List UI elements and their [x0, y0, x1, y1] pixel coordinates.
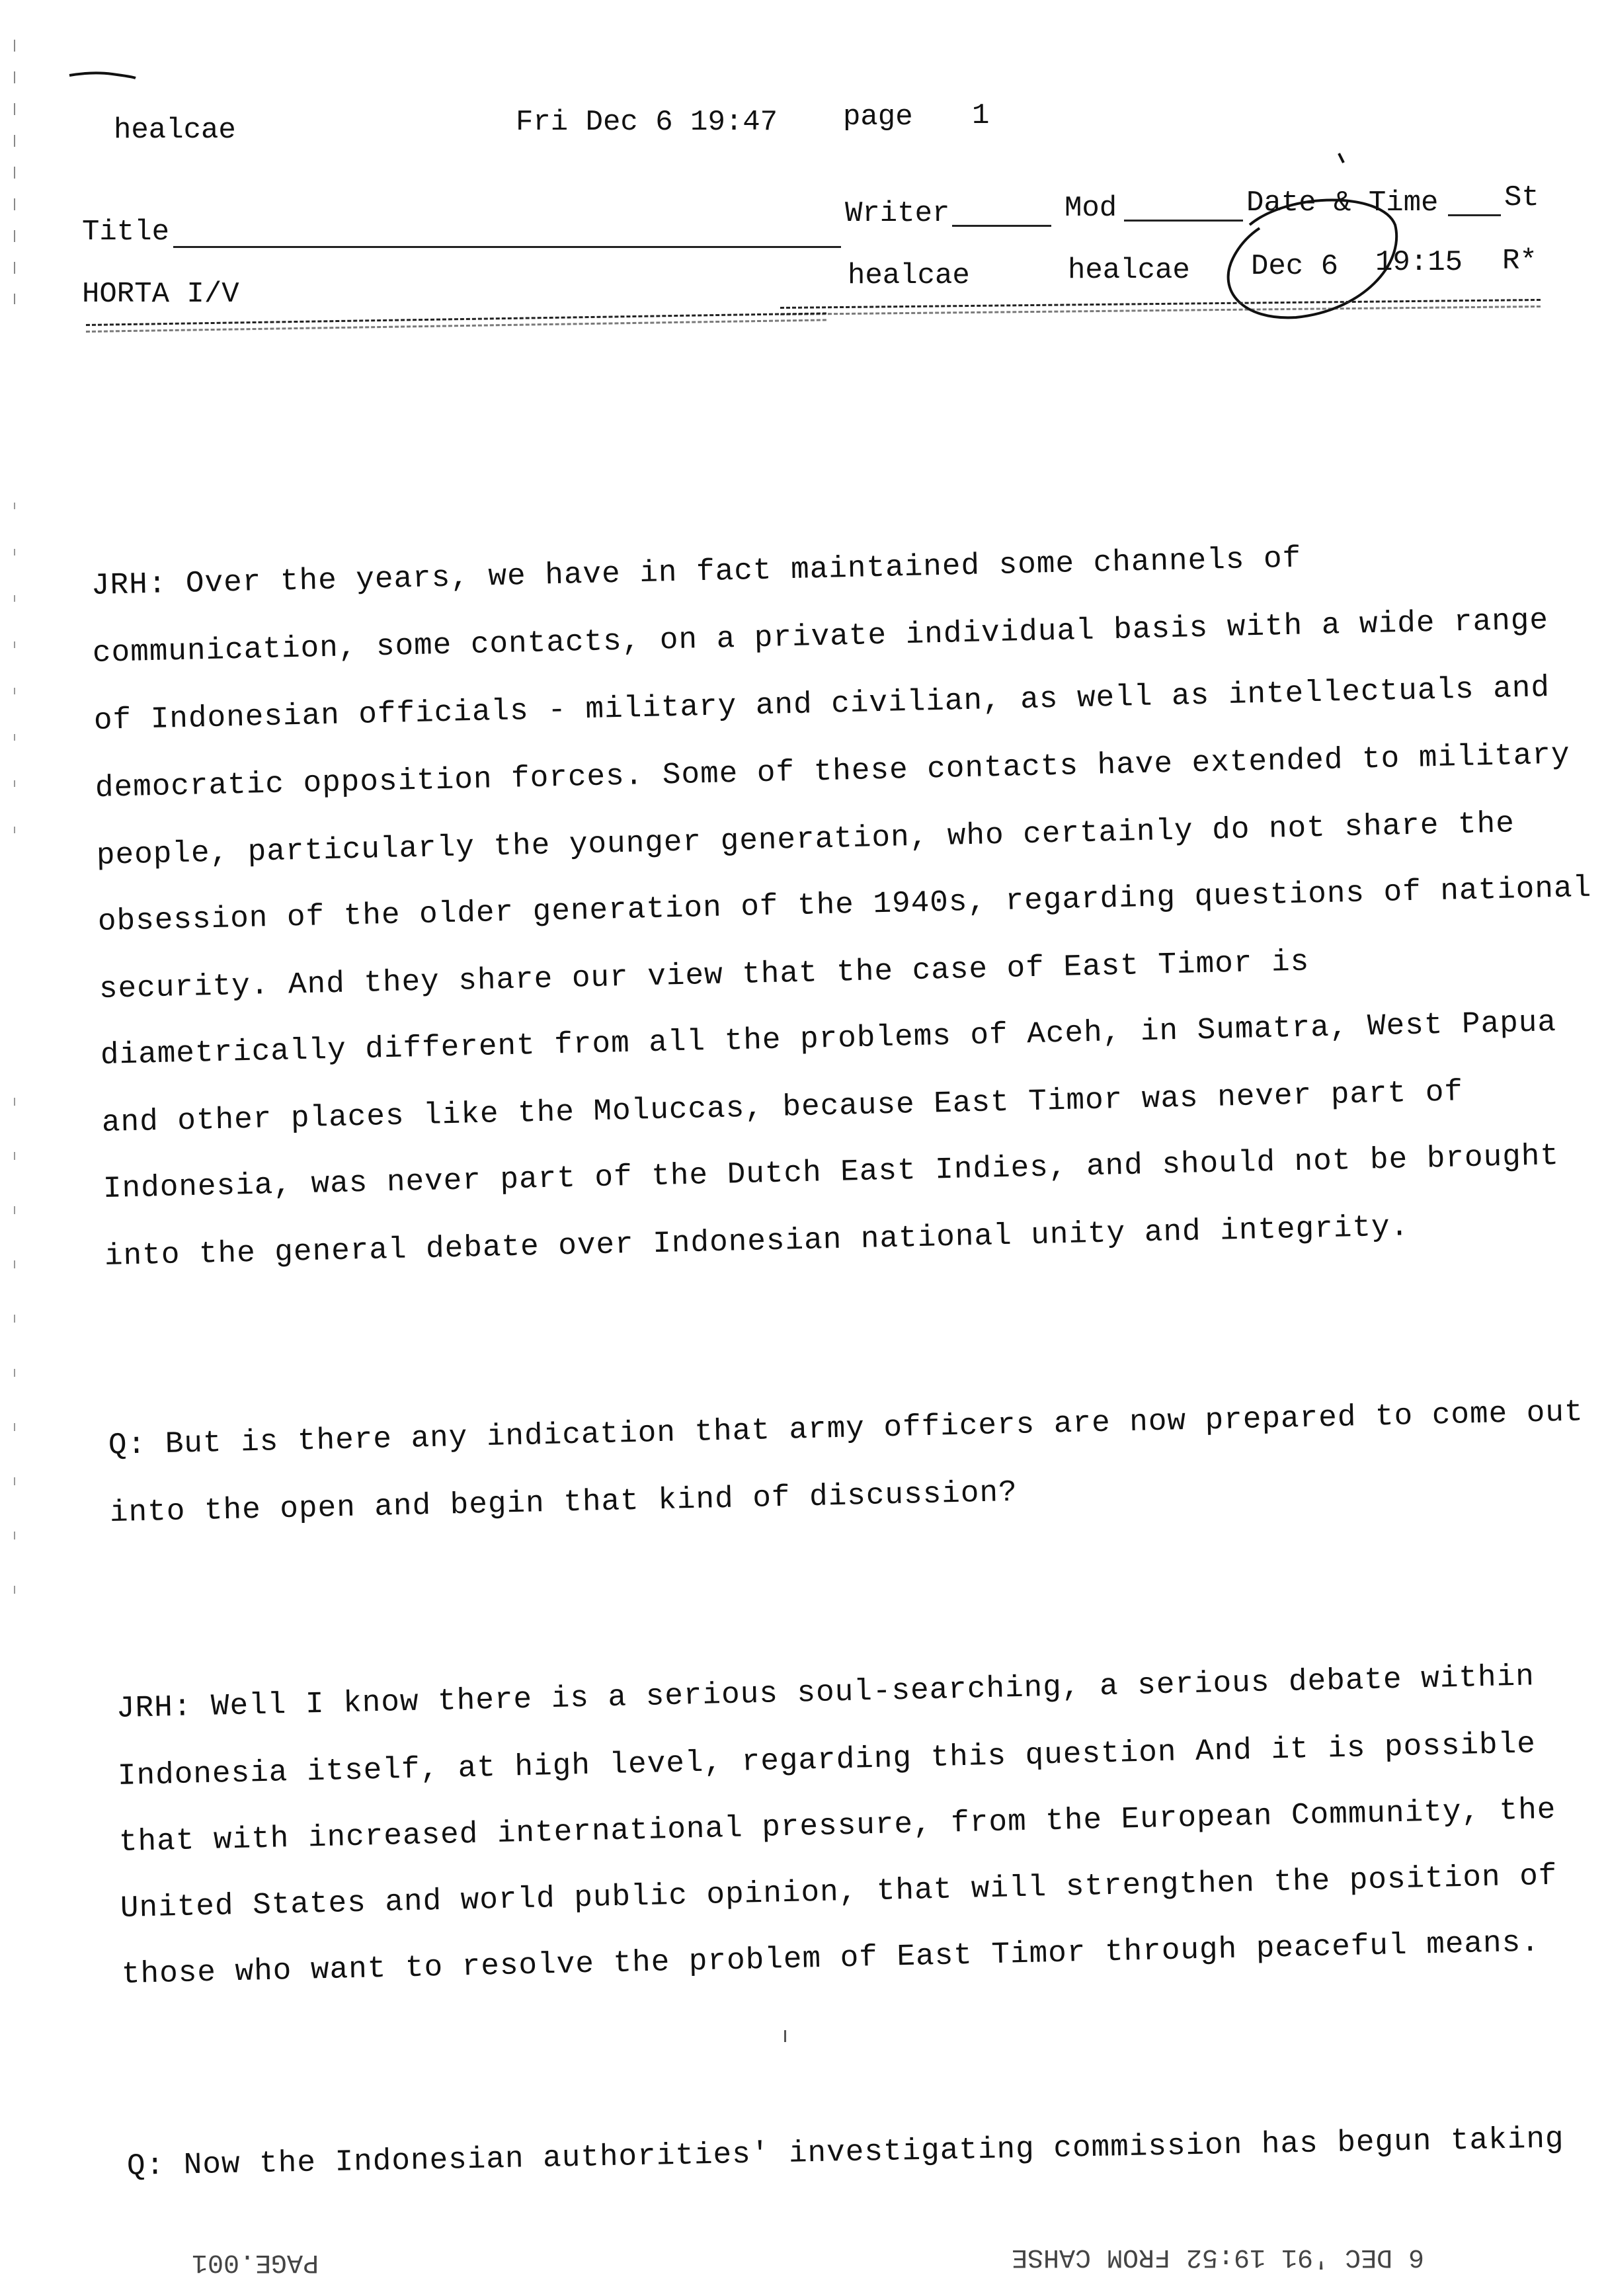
text-line: JRH: Over the years, we have in fact maintained some channels of [91, 541, 1302, 603]
text-line: those who want to resolve the problem of East Timor through peaceful means. [121, 1925, 1541, 1992]
mod-label: Mod [1065, 192, 1117, 225]
text-line: into the general debate over Indonesian national unity and integrity. [104, 1210, 1410, 1274]
text-line: communication, some contacts, on a private individual basis with a wide range [92, 603, 1549, 671]
title-value: HORTA I/V [82, 278, 239, 311]
status-value: R* [1502, 245, 1537, 278]
time-value: 19:15 [1375, 246, 1463, 279]
text-line: into the open and begin that kind of discussion? [109, 1475, 1018, 1530]
fax-page-stamp: PAGE.001 [192, 2247, 319, 2277]
mod-value: healcae [1068, 254, 1190, 287]
text-line: and other places like the Moluccas, because East Timor was never part of [101, 1075, 1464, 1140]
text-line: security. And they share our view that the case of East Timor is [99, 944, 1310, 1006]
header-page-label: page [843, 101, 913, 134]
text-line: diametrically different from all the problems of Aceh, in Sumatra, West Papua [100, 1005, 1557, 1073]
stray-mark [784, 2030, 786, 2042]
text-line: democratic opposition forces. Some of these contacts have extended to military [95, 737, 1571, 805]
text-line: Q: But is there any indication that army officers are now prepared to come out [108, 1395, 1584, 1463]
text-line: that with increased international pressure, from the European Community, the [118, 1792, 1556, 1860]
text-line: United States and world public opinion, that will strengthen the position of [120, 1858, 1558, 1926]
writer-value: healcae [848, 259, 970, 292]
status-label: St [1504, 181, 1539, 214]
text-line: Q: Now the Indonesian authorities' investigating commission has begun taking [126, 2121, 1565, 2184]
text-line: Indonesia itself, at high level, regarding this question And it is possible [117, 1727, 1537, 1793]
header-user: healcae [114, 114, 236, 147]
date-value: Dec 6 [1251, 250, 1339, 283]
text-line: of Indonesian officials - military and civilian, as well as intellectuals and [93, 671, 1550, 738]
header-date: Fri Dec 6 19:47 [516, 106, 778, 139]
datetime-label: Date & Time [1246, 186, 1439, 220]
text-line: JRH: Well I know there is a serious soul-searching, a serious debate within [116, 1659, 1535, 1726]
text-line: people, particularly the younger generation, who certainly do not share the [96, 806, 1515, 873]
fax-header-stamp: 6 DEC '91 19:52 FROM CAHSE [1012, 2242, 1425, 2272]
title-label: Title [82, 216, 170, 249]
handwritten-circle [0, 0, 1608, 397]
text-line: obsession of the older generation of the 1940s, regarding questions of national [97, 870, 1592, 939]
writer-label: Writer [845, 197, 950, 230]
header-page-number: 1 [972, 99, 990, 132]
text-line: Indonesia, was never part of the Dutch East Indies, and should not be brought [102, 1139, 1560, 1206]
